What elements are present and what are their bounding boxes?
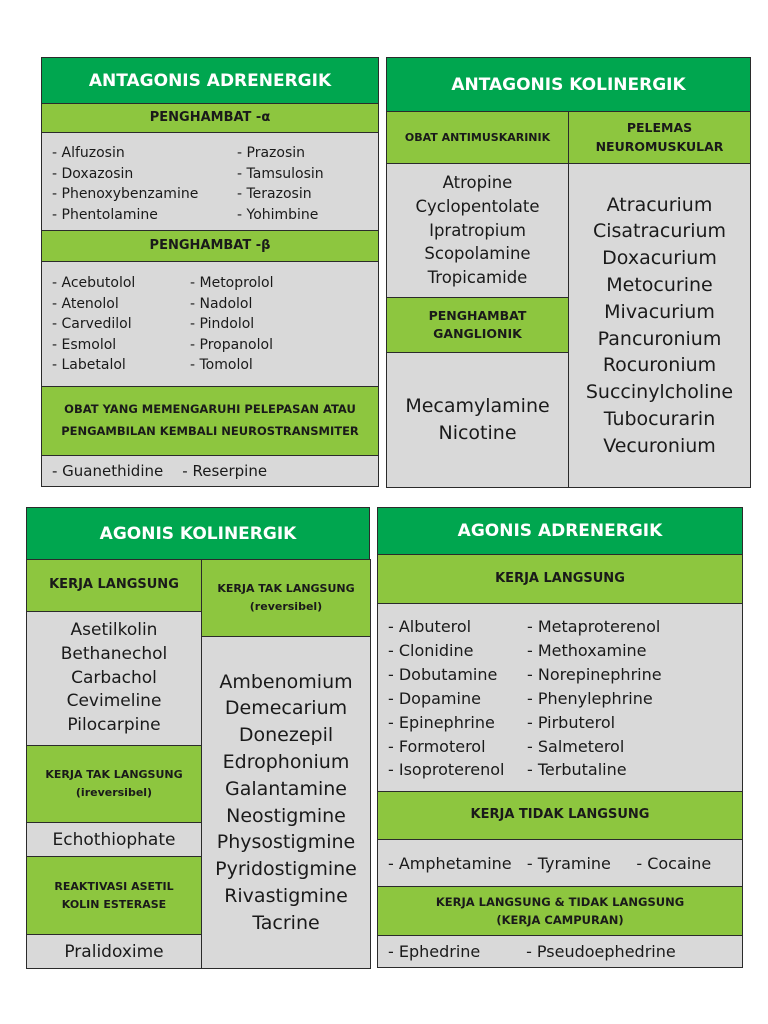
list-item: - Labetalol [52, 357, 126, 373]
list-item: Physostigmine [216, 831, 356, 854]
release-item-2: - Reserpine [182, 462, 268, 480]
list-item: - Terazosin [237, 186, 312, 202]
list-item: Neostigmine [226, 804, 346, 827]
reaktivasi-item [26, 934, 202, 969]
tak-langsung-ireversibel-label [26, 745, 202, 823]
list-item: Ambenomium [219, 670, 353, 693]
list-item: Asetilkolin [70, 620, 158, 640]
list-item: - Phenylephrine [527, 688, 653, 708]
list-item: - Formoterol [388, 736, 486, 756]
list-item: - Methoxamine [527, 640, 647, 660]
list-item: - Dobutamine [388, 664, 498, 684]
list-item: - Terbutaline [527, 760, 627, 780]
list-item: Tacrine [252, 911, 320, 934]
list-item: Atracurium [606, 193, 713, 216]
alpha-blocker-label: PENGHAMBAT -α [41, 103, 379, 133]
pelemas-label [568, 111, 751, 164]
list-item: - Metaproterenol [527, 617, 661, 636]
campuran-items [388, 941, 676, 963]
release-label-line1: OBAT YANG MEMENGARUHI PELEPASAN ATAU [64, 402, 356, 417]
list-item: Metocurine [606, 273, 713, 296]
list-item: Cyclopentolate [415, 196, 540, 216]
antagonis-adrenergik-panel [41, 57, 379, 487]
list-item: - Pirbuterol [527, 712, 616, 732]
list-item: - Yohimbine [237, 206, 319, 223]
ganglionik-label [386, 297, 569, 353]
list-item: Scopolamine [424, 244, 531, 264]
kerja-campuran-label [377, 886, 743, 936]
list-item: - Nadolol [190, 295, 253, 312]
list-item: Bethanechol [60, 643, 168, 664]
campuran-label-line1: KERJA LANGSUNG & TIDAK LANGSUNG [435, 894, 685, 909]
pseudoephedrine: - Pseudoephedrine [526, 942, 676, 961]
list-item: - Doxazosin [52, 165, 134, 182]
list-item: Tubocurarin [603, 407, 716, 430]
tak-langsung-rev-line1: KERJA TAK LANGSUNG [217, 582, 355, 596]
list-item: - Epinephrine [388, 712, 495, 732]
list-item: - Acebutolol [52, 275, 136, 291]
pelemas-label-line2: NEUROMUSKULAR [595, 138, 724, 154]
list-item: - Albuterol [388, 617, 472, 636]
kolinergik-langsung-label: KERJA LANGSUNG [26, 559, 202, 612]
pralidoxime: Pralidoxime [64, 941, 164, 962]
adrenergik-langsung-col2 [527, 615, 662, 782]
list-item: Pyridostigmine [215, 858, 357, 881]
alpha-list-col1 [52, 143, 198, 225]
tyramine: - Tyramine [526, 854, 611, 873]
agonis-adrenergik-panel [377, 507, 743, 968]
tidak-langsung-label: KERJA TIDAK LANGSUNG [377, 791, 743, 840]
list-item: Demecarium [224, 697, 348, 720]
tidak-langsung-items [388, 853, 711, 875]
list-item: - Alfuzosin [52, 145, 125, 161]
list-item: - Norepinephrine [527, 664, 662, 684]
agonis-kolinergik-title: AGONIS KOLINERGIK [26, 507, 370, 560]
list-item: - Pindolol [190, 316, 255, 332]
tak-langsung-ireversibel-item [26, 822, 202, 857]
ganglionik-label-line2: GANGLIONIK [433, 326, 522, 341]
tak-langsung-rev-line2: (reversibel) [249, 600, 323, 613]
list-item: - Metoprolol [190, 275, 274, 291]
list-item: - Clonidine [388, 640, 474, 660]
campuran-label-line2: (KERJA CAMPURAN) [496, 913, 624, 927]
tak-langsung-reversibel-list [201, 636, 371, 969]
list-item: - Propanolol [190, 336, 273, 353]
list-item: Carbachol [71, 667, 157, 688]
echothiophate: Echothiophate [52, 829, 176, 850]
antagonis-adrenergik-title: ANTAGONIS ADRENERGIK [41, 57, 379, 104]
list-item: - Tomolol [190, 357, 253, 373]
list-item: Nicotine [438, 422, 517, 444]
list-item: - Esmolol [52, 336, 117, 353]
list-item: Mivacurium [604, 300, 715, 323]
list-item: Edrophonium [222, 750, 350, 773]
alpha-list-col2 [237, 143, 324, 225]
tak-langsung-irev-line1: KERJA TAK LANGSUNG [45, 768, 183, 782]
antagonis-kolinergik-title: ANTAGONIS KOLINERGIK [386, 57, 751, 112]
list-item: Pancuronium [597, 327, 722, 350]
list-item: Cevimeline [66, 691, 162, 712]
list-item: - Carvedilol [52, 316, 132, 332]
pelemas-label-line1: PELEMAS [626, 120, 693, 136]
list-item: Vecuronium [603, 434, 716, 457]
ganglionik-list [386, 352, 569, 488]
reaktivasi-label [26, 856, 202, 935]
list-item: - Atenolol [52, 295, 119, 312]
antagonis-kolinergik-panel [386, 57, 751, 487]
list-item: Doxacurium [602, 247, 717, 270]
cocaine: - Cocaine [636, 854, 712, 873]
list-item: Tropicamide [427, 268, 528, 288]
beta-list-col1 [52, 273, 135, 376]
agonis-adrenergik-title: AGONIS ADRENERGIK [377, 507, 743, 555]
adrenergik-langsung-col1 [388, 615, 504, 782]
list-item: Pilocarpine [67, 715, 161, 736]
antimuskarinik-label: OBAT ANTIMUSKARINIK [386, 111, 569, 164]
beta-list-col2 [190, 273, 274, 376]
reaktivasi-label-line1: REAKTIVASI ASETIL [54, 879, 174, 893]
list-item: Succinylcholine [585, 381, 734, 404]
kolinergik-langsung-list [26, 611, 202, 746]
list-item: Rivastigmine [224, 884, 348, 907]
beta-blocker-label: PENGHAMBAT -β [41, 230, 379, 262]
list-item: - Prazosin [237, 145, 306, 161]
list-item: - Salmeterol [527, 736, 625, 756]
list-item: Mecamylamine [405, 395, 550, 417]
list-item: Atropine [442, 173, 513, 193]
adrenergik-langsung-label: KERJA LANGSUNG [377, 554, 743, 604]
ganglionik-label-line1: PENGHAMBAT [428, 307, 527, 323]
tak-langsung-irev-line2: (ireversibel) [75, 786, 153, 799]
release-items [52, 460, 267, 482]
list-item: - Isoproterenol [388, 760, 505, 780]
list-item: Donezepil [238, 724, 334, 747]
list-item: Cisatracurium [592, 220, 727, 243]
amphetamine: - Amphetamine [388, 854, 512, 873]
reaktivasi-label-line2: KOLIN ESTERASE [61, 897, 167, 911]
list-item: Rocuronium [602, 354, 717, 377]
list-item: - Phenoxybenzamine [52, 186, 199, 202]
list-item: - Dopamine [388, 688, 481, 708]
release-item-1: - Guanethidine [52, 462, 164, 480]
tak-langsung-reversibel-label [201, 559, 371, 637]
agonis-kolinergik-panel [26, 507, 370, 968]
pelemas-list [568, 163, 751, 488]
list-item: - Tamsulosin [237, 165, 324, 182]
list-item: - Phentolamine [52, 206, 158, 223]
release-label-line2: PENGAMBILAN KEMBALI NEUROSTRANSMITER [61, 424, 359, 438]
list-item: Galantamine [225, 777, 347, 800]
release-reuptake-label [41, 386, 379, 456]
antimuskarinik-list [386, 163, 569, 298]
ephedrine: - Ephedrine [388, 942, 481, 961]
list-item: Ipratropium [429, 220, 526, 240]
